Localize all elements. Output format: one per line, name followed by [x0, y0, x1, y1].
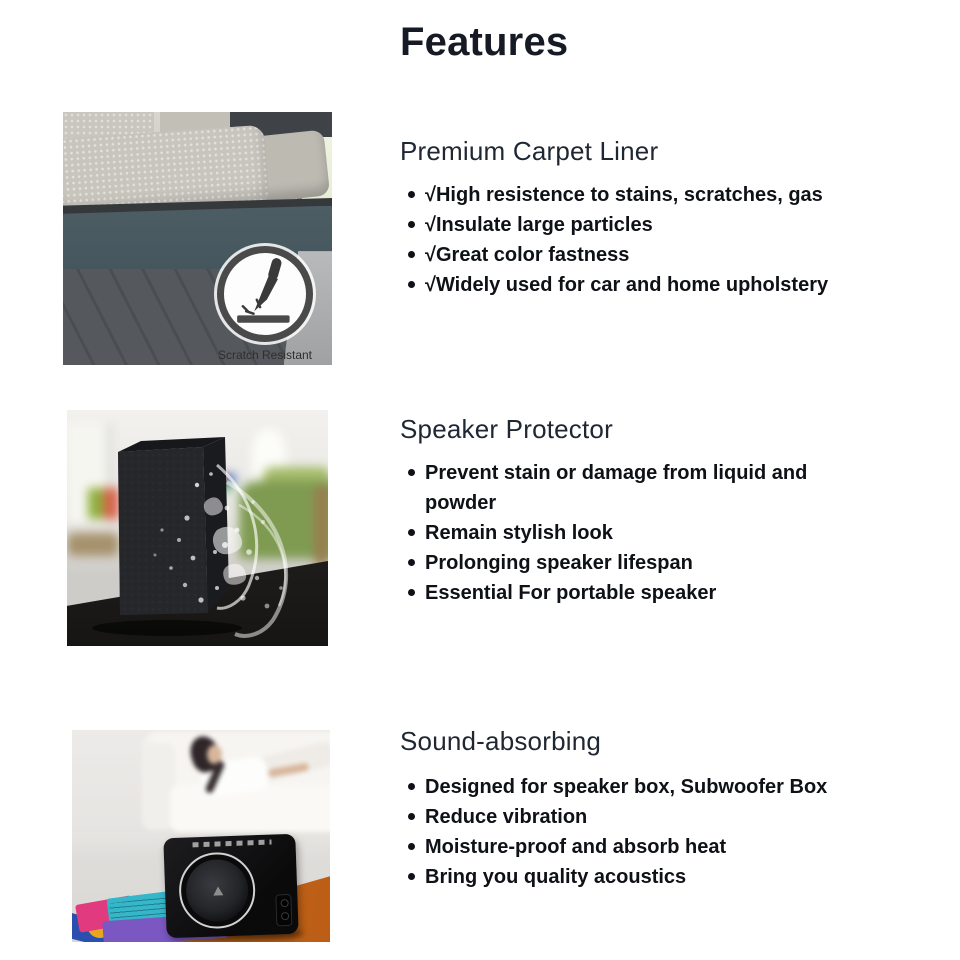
subwoofer-box — [163, 834, 298, 939]
section-heading-sound-absorbing: Sound-absorbing — [400, 726, 602, 756]
badge-label: Scratch Resistant — [217, 348, 313, 362]
sound-absorbing-image — [72, 730, 330, 942]
bullet-item: Remain stylish look — [400, 518, 820, 548]
subwoofer-ports — [275, 894, 292, 927]
speaker-protector-image — [67, 410, 328, 646]
couch-seat-shape — [170, 785, 330, 832]
bullet-item: Reduce vibration — [400, 802, 860, 832]
bullet-item: Bring you quality acoustics — [400, 862, 860, 892]
scratch-resistant-badge — [215, 246, 315, 362]
bullet-item: Prolonging speaker lifespan — [400, 548, 820, 578]
speaker-and-splash-graphic — [67, 410, 328, 646]
section-heading-speaker-protector: Speaker Protector — [400, 414, 613, 444]
section-heading-carpet-liner: Premium Carpet Liner — [400, 136, 659, 166]
bullet-item: Designed for speaker box, Subwoofer Box — [400, 772, 860, 802]
bullet-item: Moisture-proof and absorb heat — [400, 832, 860, 862]
bullet-item: √Insulate large particles — [400, 210, 870, 240]
bullet-item: Essential For portable speaker — [400, 578, 820, 608]
subwoofer-logo-icon — [213, 886, 223, 895]
bullet-item: √High resistence to stains, scratches, gas — [400, 180, 870, 210]
bullet-item: √Great color fastness — [400, 240, 870, 270]
speaker-protector-bullets — [400, 458, 820, 608]
bullet-item: Prevent stain or damage from liquid and powder — [400, 458, 820, 518]
carpet-liner-bullets — [400, 180, 870, 300]
bullet-item: √Widely used for car and home upholstery — [400, 270, 870, 300]
page-title: Features — [400, 20, 569, 64]
badge-circle — [217, 246, 313, 342]
carpet-liner-image — [63, 112, 332, 365]
sound-absorbing-bullets — [400, 772, 860, 892]
knife-scratch-icon — [224, 253, 306, 335]
subwoofer-top-markings — [192, 840, 271, 848]
